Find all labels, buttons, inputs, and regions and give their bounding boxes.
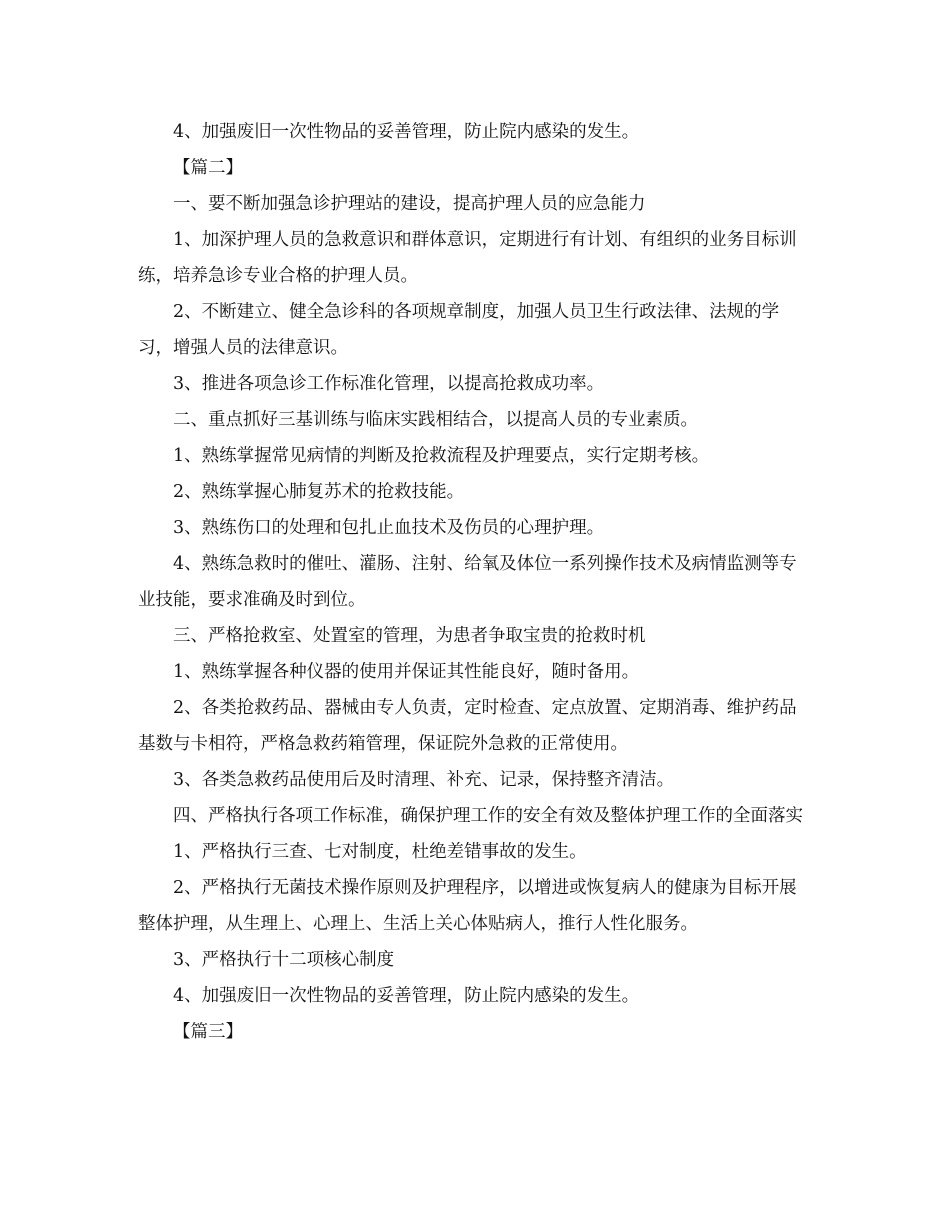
paragraph: 四、严格执行各项工作标准，确保护理工作的安全有效及整体护理工作的全面落实 bbox=[173, 806, 803, 826]
section-heading: 【篇二】 bbox=[173, 158, 243, 178]
paragraph: 3、推进各项急诊工作标准化管理，以提高抢救成功率。 bbox=[173, 374, 605, 394]
paragraph: 2、不断建立、健全急诊科的各项规章制度，加强人员卫生行政法律、法规的学习，增强人员的法律意识。 bbox=[138, 302, 780, 358]
paragraph: 3、熟练伤口的处理和包扎止血技术及伤员的心理护理。 bbox=[173, 518, 605, 538]
paragraph: 4、加强废旧一次性物品的妥善管理，防止院内感染的发生。 bbox=[173, 986, 640, 1006]
paragraph: 一、要不断加强急诊护理站的建设，提高护理人员的应急能力 bbox=[173, 194, 646, 214]
paragraph: 1、加深护理人员的急救意识和群体意识，定期进行有计划、有组织的业务目标训练，培养急诊专业合格的护理人员。 bbox=[138, 230, 797, 286]
section-heading: 【篇三】 bbox=[173, 1022, 243, 1042]
paragraph: 4、熟练急救时的催吐、灌肠、注射、给氧及体位一系列操作技术及病情监测等专业技能，要求准确及时到位。 bbox=[138, 554, 797, 610]
paragraph: 2、严格执行无菌技术操作原则及护理程序，以增进或恢复病人的健康为目标开展整体护理，从生理上、心理上、生活上关心体贴病人，推行人性化服务。 bbox=[138, 878, 797, 934]
paragraph: 1、严格执行三查、七对制度，杜绝差错事故的发生。 bbox=[173, 842, 587, 862]
paragraph: 3、严格执行十二项核心制度 bbox=[173, 950, 395, 970]
document-body bbox=[138, 114, 813, 1050]
paragraph: 1、熟练掌握各种仪器的使用并保证其性能良好，随时备用。 bbox=[173, 662, 640, 682]
paragraph: 二、重点抓好三基训练与临床实践相结合，以提高人员的专业素质。 bbox=[173, 410, 698, 430]
paragraph: 三、严格抢救室、处置室的管理，为患者争取宝贵的抢救时机 bbox=[173, 626, 646, 646]
paragraph: 1、熟练掌握常见病情的判断及抢救流程及护理要点，实行定期考核。 bbox=[173, 446, 710, 466]
paragraph: 3、各类急救药品使用后及时清理、补充、记录，保持整齐清洁。 bbox=[173, 770, 675, 790]
paragraph: 2、各类抢救药品、器械由专人负责，定时检查、定点放置、定期消毒、维护药品基数与卡相符，严格急救药箱管理，保证院外急救的正常使用。 bbox=[138, 698, 797, 754]
paragraph: 2、熟练掌握心肺复苏术的抢救技能。 bbox=[173, 482, 465, 502]
paragraph: 4、加强废旧一次性物品的妥善管理，防止院内感染的发生。 bbox=[173, 122, 640, 142]
